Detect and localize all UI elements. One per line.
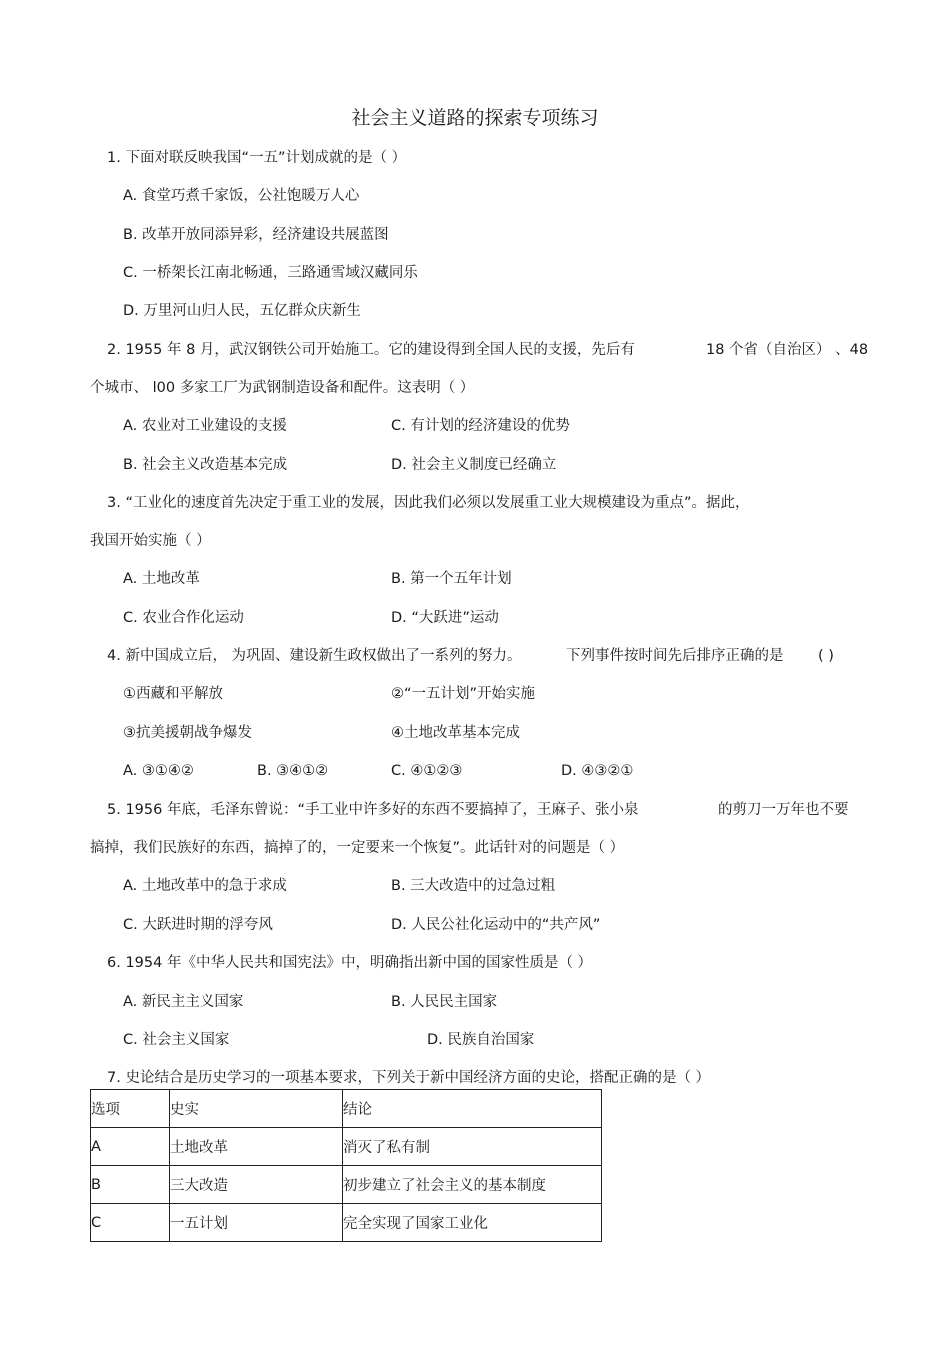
question-2-option-b: B. 社会主义改造基本完成 <box>123 457 288 473</box>
question-1-stem: 1. 下面对联反映我国“一五”计划成就的是（ ） <box>107 150 407 166</box>
question-4-option-b: B. ③④①② <box>257 763 329 779</box>
question-6-option-a: A. 新民主主义国家 <box>123 994 244 1010</box>
question-2-option-a: A. 农业对工业建设的支援 <box>123 418 287 434</box>
question-1-option-c: C. 一桥架长江南北畅通，三路通雪域汉藏同乐 <box>123 265 418 281</box>
question-4-event-2: ②“一五计划”开始实施 <box>391 686 536 702</box>
question-3-stem-line2: 我国开始实施（ ） <box>90 533 211 549</box>
question-3-option-c: C. 农业合作化运动 <box>123 610 244 626</box>
question-1-option-b: B. 改革开放同添异彩，经济建设共展蓝图 <box>123 227 389 243</box>
question-3-option-d: D. “大跃进”运动 <box>391 610 499 626</box>
question-4-option-c: C. ④①②③ <box>391 763 463 779</box>
table-row <box>91 1128 602 1166</box>
question-2-option-c: C. 有计划的经济建设的优势 <box>391 418 570 434</box>
question-4-event-3: ③抗美援朝战争爆发 <box>123 725 252 741</box>
question-4-event-4: ④土地改革基本完成 <box>391 725 520 741</box>
question-4-option-a: A. ③①④② <box>123 763 194 779</box>
question-5-option-c: C. 大跃进时期的浮夸风 <box>123 917 273 933</box>
table-header-cell: 史实 <box>170 1090 343 1128</box>
question-3-option-a: A. 土地改革 <box>123 571 200 587</box>
question-6-stem: 6. 1954 年《中华人民共和国宪法》中，明确指出新中国的国家性质是（ ） <box>107 955 593 971</box>
table-cell: 初步建立了社会主义的基本制度 <box>343 1166 602 1204</box>
table-cell: 消灭了私有制 <box>343 1128 602 1166</box>
table-cell: 土地改革 <box>170 1128 343 1166</box>
table-row <box>91 1166 602 1204</box>
question-1-option-d: D. 万里河山归人民，五亿群众庆新生 <box>123 303 361 319</box>
question-4-stem: 4. 新中国成立后， 为巩固、建设新生政权做出了一系列的努力。 <box>107 648 522 664</box>
question-6-option-d: D. 民族自治国家 <box>427 1032 535 1048</box>
question-6-option-b: B. 人民民主国家 <box>391 994 498 1010</box>
question-4-stem-mid: 下列事件按时间先后排序正确的是 <box>566 648 784 664</box>
table-header-cell: 结论 <box>343 1090 602 1128</box>
table-header-row <box>91 1090 602 1128</box>
question-7-stem: 7. 史论结合是历史学习的一项基本要求，下列关于新中国经济方面的史论，搭配正确的是（ ） <box>107 1070 711 1086</box>
question-4-option-d: D. ④③②① <box>561 763 634 779</box>
table-cell: 三大改造 <box>170 1166 343 1204</box>
question-7-table <box>90 1089 602 1242</box>
question-5-stem-line1-tail: 的剪刀一万年也不要 <box>718 802 849 818</box>
question-5-option-d: D. 人民公社化运动中的“共产风” <box>391 917 601 933</box>
question-5-stem-line1: 5. 1956 年底，毛泽东曾说：“手工业中许多好的东西不要搞掉了，王麻子、张小泉 <box>107 802 639 818</box>
question-3-stem-line1: 3. “工业化的速度首先决定于重工业的发展，因此我们必须以发展重工业大规模建设为重点”。据此， <box>107 495 750 511</box>
table-header-cell: 选项 <box>91 1090 170 1128</box>
question-4-answer-blank: ( ) <box>818 648 834 664</box>
question-1-option-a: A. 食堂巧煮千家饭，公社饱暖万人心 <box>123 188 360 204</box>
question-2-stem-line1: 2. 1955 年 8 月，武汉钢铁公司开始施工。它的建设得到全国人民的支援，先后有 <box>107 342 635 358</box>
page-title: 社会主义道路的探索专项练习 <box>351 107 599 129</box>
table-row <box>91 1204 602 1242</box>
table-cell: A <box>91 1128 170 1166</box>
question-6-option-c: C. 社会主义国家 <box>123 1032 230 1048</box>
table-cell: 完全实现了国家工业化 <box>343 1204 602 1242</box>
question-4-event-1: ①西藏和平解放 <box>123 686 223 702</box>
question-2-stem-line1-tail: 18 个省（自治区） 、48 <box>706 342 869 358</box>
question-2-stem-line2: 个城市、 l00 多家工厂为武钢制造设备和配件。这表明（ ） <box>90 380 475 396</box>
question-3-option-b: B. 第一个五年计划 <box>391 571 512 587</box>
table-cell: 一五计划 <box>170 1204 343 1242</box>
table-cell: C <box>91 1204 170 1242</box>
table-cell: B <box>91 1166 170 1204</box>
question-2-option-d: D. 社会主义制度已经确立 <box>391 457 557 473</box>
question-5-stem-line2: 搞掉，我们民族好的东西，搞掉了的，一定要来一个恢复”。此话针对的问题是（ ） <box>90 840 625 856</box>
question-5-option-a: A. 土地改革中的急于求成 <box>123 878 287 894</box>
question-5-option-b: B. 三大改造中的过急过粗 <box>391 878 556 894</box>
